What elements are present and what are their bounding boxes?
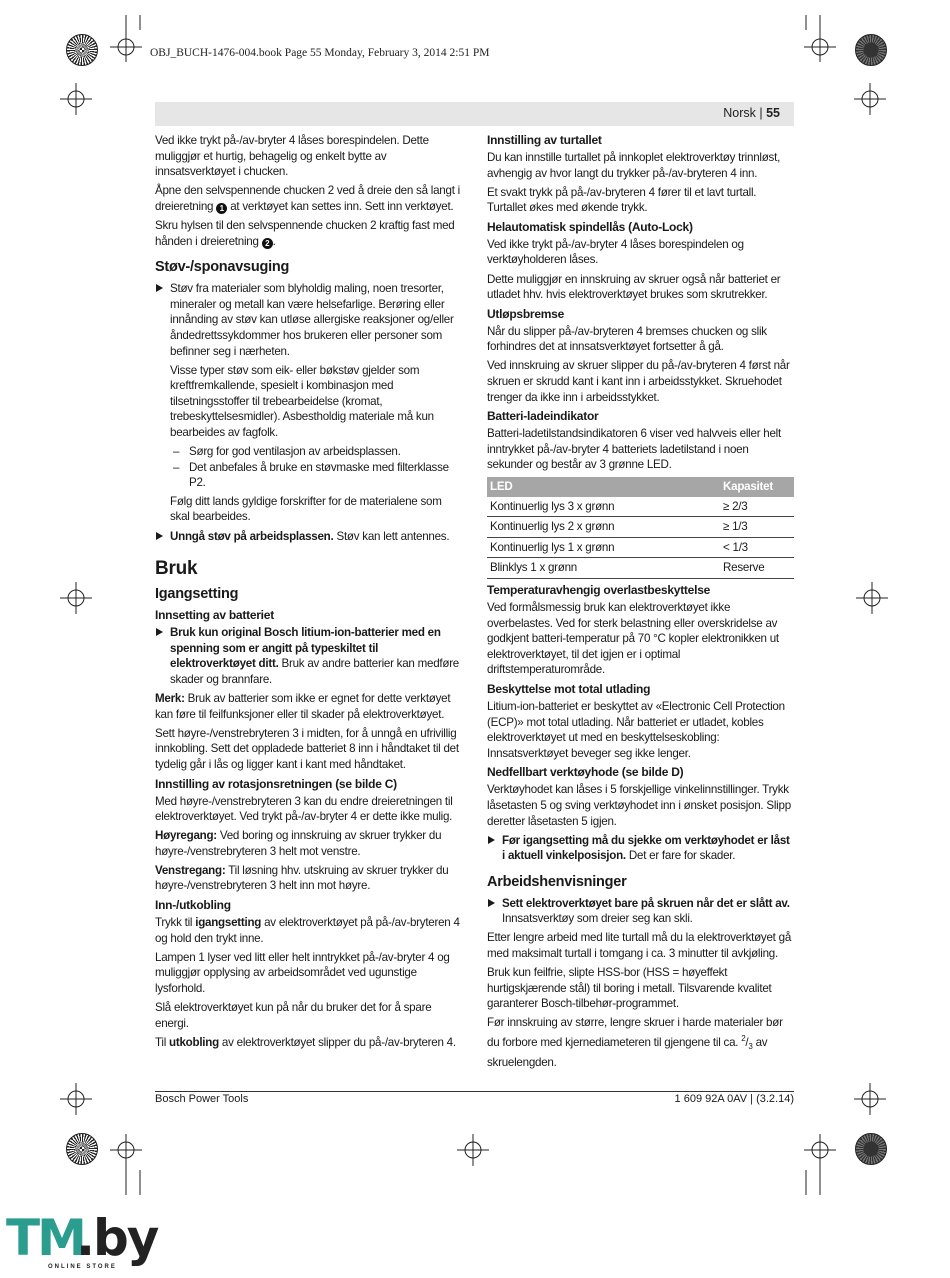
table-cell: Kontinuerlig lys 3 x grønn: [487, 497, 720, 517]
brake-title: Utløpsbremse: [487, 306, 565, 321]
speed-title: Innstilling av turtallet: [487, 133, 602, 147]
table-cell: Kontinuerlig lys 2 x grønn: [487, 517, 720, 538]
dash-item-mask: – Det anbefales å bruke en støvmaske med filterklasse P2.: [173, 460, 449, 490]
battery-bullet: Bruk kun original Bosch litium-ion-batterier med en spenning som er angitt på typeskiltet til elektroverktøyet ditt. Bruk av andre batterier kan medføre skader og brannfare.: [155, 625, 462, 687]
table-cell: ≥ 1/3: [720, 517, 794, 538]
chuck-paragraph-3: Skru hylsen til den selvspennende chucken 2 kraftig fast med hånden i dreieretning 2 .: [155, 218, 455, 248]
page-header-bar: [155, 102, 794, 126]
print-info-line: OBJ_BUCH-1476-004.book Page 55 Monday, February 3, 2014 2:51 PM: [150, 47, 490, 59]
battery-paragraph: Sett høyre-/venstrebryteren 3 i midten, for å unngå en ufrivillig innkobling. Sett det oppladede batteriet 8 inn i håndtaket til det tydelig går i lås og ligger kant i kant med håndtaket.: [155, 726, 459, 771]
registration-rosette-bottom-left: [66, 1133, 98, 1165]
dust-bullet-2: Unngå støv på arbeidsplassen. Støv kan lett antennes.: [155, 529, 462, 545]
autolock-p2: Dette muliggjør en innskruing av skruer også når batteriet er utladet hhv. hvis elektroverktøyet brukes som skrutrekker.: [487, 272, 781, 302]
on-off-title: Inn-/utkobling: [155, 898, 231, 913]
dust-section-title: Støv-/sponavsuging: [155, 259, 290, 276]
chuck-paragraph-1: Ved ikke trykt på-/av-bryter 4 låses borespindelen. Dette muliggjør et hurtig, behagelig og enkelt bytte av innsatsverktøyet i chucken.: [155, 134, 429, 179]
work-advice-p2: Bruk kun feilfrie, slipte HSS-bor (HSS = høyeffekt hurtigskjærende stål) til boring i metall. Tilsvarende kvalitet garanterer Bosch-tilbehør-programmet.: [487, 966, 772, 1011]
registration-rosette-top-left: [66, 34, 98, 66]
work-advice-p1: Etter lengre arbeid med lite turtall må du la elektroverktøyet gå med maksimalt turtall i tomgang i ca. 3 minutter til avkjøling.: [487, 931, 792, 961]
direction-2-icon: 2: [262, 238, 273, 249]
work-advice-p3: Før innskruing av større, lengre skruer i harde materialer bør du forbore med kjernediameteren til gjengene til ca. $^2/_3$ av skruelengden.: [487, 1016, 783, 1069]
tm-by-logo: [6, 1209, 158, 1270]
bullet-triangle-icon: [488, 899, 495, 907]
work-advice-bullet: Sett elektroverktøyet bare på skruen når det er slått av. Innsatsverktøy som dreier seg kan skli.: [487, 896, 794, 927]
dash-item-ventilation: – Sørg for god ventilasjon av arbeidsplassen.: [173, 445, 401, 459]
direction-1-icon: 1: [216, 203, 227, 214]
left-column: [155, 133, 462, 1054]
igangsetting-title: Igangsetting: [155, 586, 239, 603]
tool-head-title: Nedfellbart verktøyhode (se bilde D): [487, 765, 684, 780]
work-advice-title: Arbeidshenvisninger: [487, 873, 627, 890]
led-table: [487, 477, 794, 579]
on-off-p4: Til utkobling av elektroverktøyet slipper du på-/av-bryteren 4.: [155, 1035, 456, 1049]
on-off-p1: Trykk til igangsetting av elektroverktøyet på på-/av-bryteren 4 og hold den trykt inne.: [155, 916, 460, 945]
footer-brand: Bosch Power Tools: [155, 1093, 249, 1105]
footer-doc-number: 1 609 92A 0AV | (3.2.14): [674, 1093, 794, 1105]
logo-tm: TM: [6, 1209, 84, 1267]
merk-note: Merk: Bruk av batterier som ikke er egnet for dette verktøyet kan føre til feilfunksjoner eller til skader på elektroverktøyet.: [155, 692, 451, 721]
discharge-p: Litium-ion-batteriet er beskyttet av «Electronic Cell Protection (ECP)» mot total utlading. Når batteriet er utladet, kobles elektroverktøyet ut med en beskyttelseskobling: Innsatsverktøyet beveger seg ikke lenger.: [487, 699, 785, 760]
table-row: [487, 558, 794, 579]
on-off-p3: Slå elektroverktøyet kun på når du bruker det for å spare energi.: [155, 1001, 432, 1030]
table-row: [487, 497, 794, 517]
chuck-paragraph-2: Åpne den selvspennende chucken 2 ved å dreie den så langt i dreieretning 1 at verktøyet kan settes inn. Sett inn verktøyet.: [155, 184, 460, 213]
battery-insert-title: Innsetting av batteriet: [155, 608, 274, 623]
logo-by: .by: [76, 1209, 158, 1267]
tool-head-p: Verktøyhodet kan låses i 5 forskjellige vinkelinnstillinger. Trykk låsetasten 5 og sving verktøyhodet inn i ønsket posisjon. Slipp deretter låsetasten 5 igjen.: [487, 783, 791, 828]
tool-head-bullet: Før igangsetting må du sjekke om verktøyhodet er låst i aktuell vinkelposisjon. Det er fare for skader.: [487, 833, 794, 864]
battery-indicator-p: Batteri-ladetilstandsindikatoren 6 viser ved halvveis eller helt inntrykket på-/av-bryter 4 batteriets ladetilstand i noen sekunder og består av 3 grønne LED.: [487, 427, 781, 472]
bullet-triangle-icon: [156, 628, 163, 636]
table-cell: ≥ 2/3: [720, 497, 794, 517]
speed-p1: Du kan innstille turtallet på innkoplet elektroverktøy trinnløst, avhengig av hvor langt du trykker på-/av-bryteren 4 inn.: [487, 151, 781, 180]
registration-rosette-bottom-right: [855, 1133, 887, 1165]
overload-title: Temperaturavhengig overlastbeskyttelse: [487, 582, 711, 597]
table-cell: Reserve: [720, 558, 794, 579]
brake-p2: Ved innskruing av skruer slipper du på-/av-bryteren 4 først når skruen er skrudd kant i kant inn i arbeidsstykket. Skruehodet trenger da ikke inn i arbeidsstykket.: [487, 359, 790, 404]
bullet-triangle-icon: [156, 284, 163, 292]
dust-rules: Følg ditt lands gyldige forskrifter for de materialene som skal bearbeides.: [170, 494, 442, 524]
bullet-triangle-icon: [488, 836, 495, 844]
table-header-capacity: Kapasitet: [720, 477, 794, 497]
bullet-triangle-icon: [156, 532, 163, 540]
table-row: [487, 517, 794, 538]
rotation-paragraph: Med høyre-/venstrebryteren 3 kan du endre dreieretningen til elektroverktøyet. Ved trykt på-/av-bryter 4 er dette ikke mulig.: [155, 794, 453, 824]
table-row: [487, 537, 794, 558]
header-language: Norsk: [723, 106, 756, 120]
autolock-p1: Ved ikke trykt på-/av-bryter 4 låses borespindelen og verktøyholderen låses.: [487, 237, 744, 267]
table-header-led: LED: [487, 477, 720, 497]
page-number: 55: [766, 106, 780, 120]
table-header-row: [487, 477, 794, 497]
discharge-title: Beskyttelse mot total utlading: [487, 681, 651, 696]
on-off-p2: Lampen 1 lyser ved litt eller helt inntrykket på-/av-bryter 4 og muliggjør opplysing av arbeidsområdet ved ugunstige lysforhold.: [155, 950, 450, 995]
right-column: [487, 133, 794, 1074]
autolock-title: Helautomatisk spindellås (Auto-Lock): [487, 219, 693, 234]
logo-store: ONLINE STORE: [48, 1264, 117, 1270]
table-cell: Blinklys 1 x grønn: [487, 558, 720, 579]
left-rotation: Venstregang: Til løsning hhv. utskruing av skruer trykker du høyre-/venstrebryteren 3 helt inn mot høyre.: [155, 863, 449, 893]
overload-p: Ved formålsmessig bruk kan elektroverktøyet ikke overbelastes. Ved for sterk belastning eller overskridelse av godkjent batteri-temperatur på 70 °C kopler elektronikken ut elektroverktøyet, til det igjen er i optimal driftstemperaturområde.: [487, 600, 779, 677]
dust-continuation: Visse typer støv som eik- eller bøkstøv gjelder som kreftfremkallende, spesielt i kombinasjon med tilsetningsstoffer til trebearbeidelse (kromat, trebeskyttelsesmidler). Asbestholdig materiale må kun bearbeides av fagfolk.: [170, 363, 434, 439]
right-rotation: Høyregang: Ved boring og innskruing av skruer trykker du høyre-/venstrebryteren 3 helt mot venstre.: [155, 829, 442, 858]
battery-indicator-title: Batteri-ladeindikator: [487, 409, 599, 424]
page-header: [723, 106, 780, 120]
footer-divider: [155, 1091, 794, 1092]
speed-p2: Et svakt trykk på på-/av-bryteren 4 fører til et lavt turtall. Turtallet økes med økende trykk.: [487, 185, 757, 215]
table-cell: < 1/3: [720, 537, 794, 558]
rotation-title: Innstilling av rotasjonsretningen (se bilde C): [155, 776, 397, 791]
header-separator: |: [759, 106, 763, 120]
dust-warning-bullet: Støv fra materialer som blyholdig maling, noen tresorter, mineraler og metall kan være helsefarlige. Berøring eller innånding av støv kan utløse allergiske reaksjoner og/eller åndedrettssykdommer hos brukeren eller personer som befinner seg i nærheten.: [155, 281, 462, 359]
brake-p1: Når du slipper på-/av-bryteren 4 bremses chucken og slik forhindres det at innsatsverktøyet fortsetter å gå.: [487, 324, 767, 354]
table-cell: Kontinuerlig lys 1 x grønn: [487, 537, 720, 558]
registration-rosette-top-right: [855, 34, 887, 66]
bruk-title: Bruk: [155, 558, 198, 580]
